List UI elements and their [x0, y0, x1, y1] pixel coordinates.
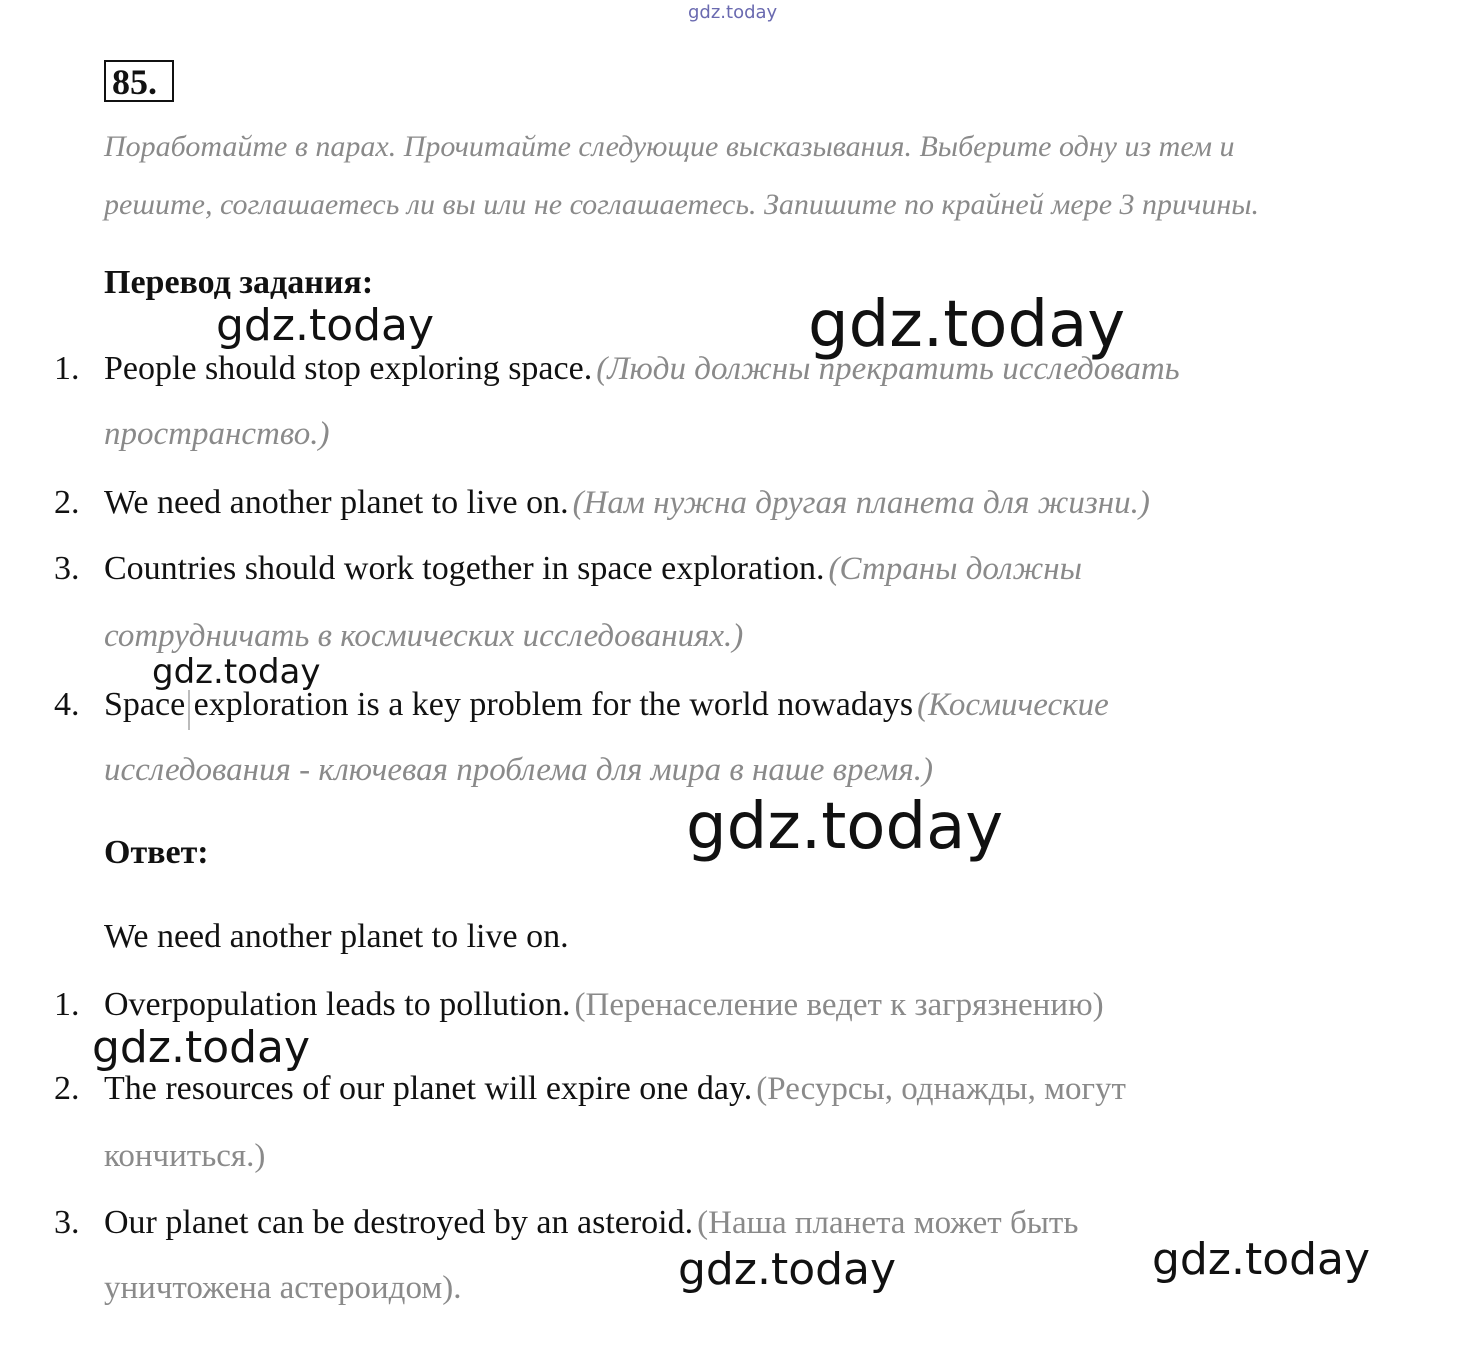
answer-item-2-russian: (Ресурсы, однажды, могут	[756, 1071, 1126, 1107]
answer-item-2-russian-cont: кончиться.)	[104, 1138, 266, 1174]
translation-item-1-english: People should stop exploring space.	[104, 350, 593, 387]
translation-item-2	[104, 484, 1150, 522]
scan-artifact	[188, 690, 190, 730]
answer-item-3-number: 3.	[54, 1204, 80, 1241]
watermark-2: gdz.today	[808, 288, 1126, 362]
answer-item-2	[104, 1070, 1126, 1108]
answer-item-3-russian-cont: уничтожена астероидом).	[104, 1270, 462, 1306]
task-instruction-line2: решите, соглашаетесь ли вы или не соглашаетесь. Запишите по крайней мере 3 причины.	[104, 188, 1260, 221]
answer-item-2-english: The resources of our planet will expire one day.	[104, 1070, 753, 1107]
translation-item-2-russian: (Нам нужна другая планета для жизни.)	[572, 485, 1150, 521]
translation-heading: Перевод задания:	[104, 264, 374, 301]
answer-item-3-english: Our planet can be destroyed by an asteroid.	[104, 1204, 694, 1241]
translation-item-3-russian-cont: сотрудничать в космических исследованиях.)	[104, 618, 744, 654]
translation-item-2-english: We need another planet to live on.	[104, 484, 569, 521]
translation-item-2-number: 2.	[54, 484, 80, 521]
translation-item-1	[104, 350, 1180, 388]
watermark-5: gdz.today	[92, 1022, 311, 1073]
translation-item-3-number: 3.	[54, 550, 80, 587]
answer-item-2-number: 2.	[54, 1070, 80, 1107]
watermark-4: gdz.today	[686, 790, 1004, 864]
translation-item-3-english: Countries should work together in space exploration.	[104, 550, 825, 587]
translation-item-3-russian: (Страны должны	[828, 551, 1082, 587]
answer-item-3-russian: (Наша планета может быть	[697, 1205, 1079, 1241]
task-number: 85.	[104, 60, 174, 102]
translation-item-1-russian-cont: пространство.)	[104, 416, 330, 452]
translation-item-4-russian-cont: исследования - ключевая проблема для мира в наше время.)	[104, 752, 933, 788]
translation-item-1-number: 1.	[54, 350, 80, 387]
answer-item-1-english: Overpopulation leads to pollution.	[104, 986, 571, 1023]
translation-item-4	[104, 686, 1109, 724]
translation-item-4-english: Space exploration is a key problem for the world nowadays	[104, 686, 914, 723]
watermark-7: gdz.today	[1152, 1234, 1371, 1285]
task-instruction-line1: Поработайте в парах. Прочитайте следующие высказывания. Выберите одну из тем и	[104, 130, 1235, 163]
answer-item-3	[104, 1204, 1078, 1242]
answer-item-1-russian: (Перенаселение ведет к загрязнению)	[574, 987, 1104, 1023]
answer-item-1	[104, 986, 1104, 1024]
translation-item-1-russian: (Люди должны прекратить исследовать	[596, 351, 1180, 387]
watermark-6: gdz.today	[678, 1244, 897, 1295]
translation-item-3	[104, 550, 1082, 588]
answer-topic: We need another planet to live on.	[104, 918, 569, 955]
answer-item-1-number: 1.	[54, 986, 80, 1023]
watermark-top: gdz.today	[688, 2, 778, 23]
watermark-1: gdz.today	[216, 300, 435, 351]
translation-item-4-russian: (Космические	[917, 687, 1109, 723]
watermark-3: gdz.today	[152, 652, 321, 692]
answer-heading: Ответ:	[104, 834, 209, 871]
translation-item-4-number: 4.	[54, 686, 80, 723]
